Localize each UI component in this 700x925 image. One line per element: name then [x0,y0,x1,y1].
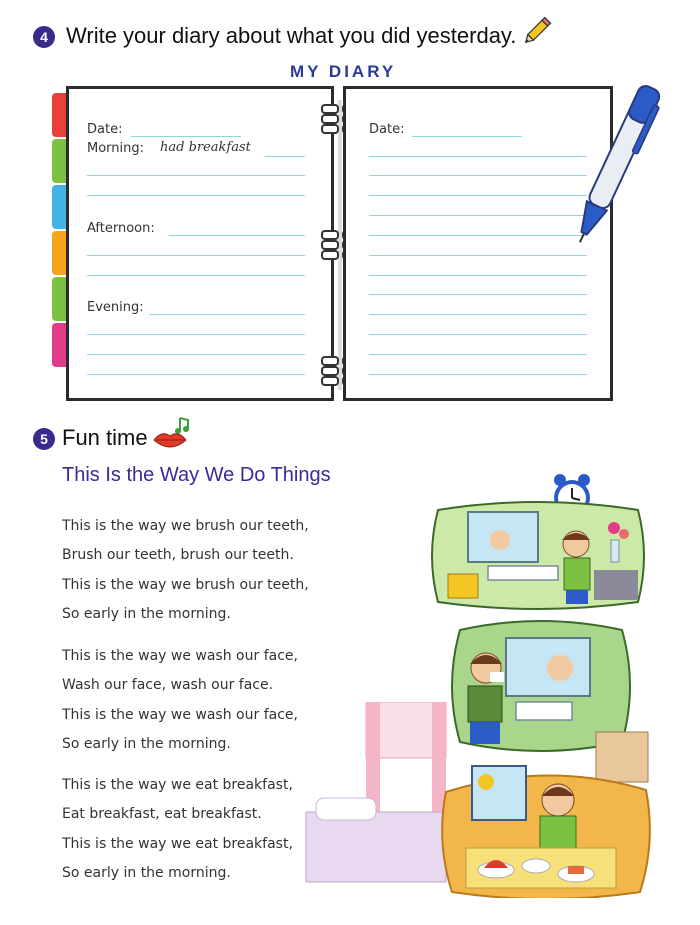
morning-label: Morning: [87,141,145,156]
section-4-instruction: Write your diary about what you did yesterday. [66,23,517,48]
diary-title: MY DIARY [290,62,397,81]
poem-line: This is the way we eat breakfast, [62,777,293,793]
afternoon-label: Afternoon: [87,221,155,236]
poem-line: Eat breakfast, eat breakfast. [62,806,262,822]
pen-icon [560,72,670,262]
poem-line: Wash our face, wash our face. [62,677,274,693]
poem-line: This is the way we brush our teeth, [62,577,309,593]
evening-label: Evening: [87,300,144,315]
poem-line: Brush our teeth, brush our teeth. [62,547,294,563]
section-5-badge: 5 [33,428,55,450]
section-4-badge: 4 [33,26,55,48]
song-title: This Is the Way We Do Things [62,464,331,486]
poem-line: This is the way we eat breakfast, [62,836,293,852]
poem-line: So early in the morning. [62,606,231,622]
right-date-label: Date: [369,122,405,137]
poem-line: This is the way we wash our face, [62,707,298,723]
poem-line: So early in the morning. [62,736,231,752]
poem-line: So early in the morning. [62,865,231,881]
poem-line: This is the way we brush our teeth, [62,518,309,534]
pencil-icon [520,14,554,48]
brushing-teeth-illustration [428,500,648,612]
diary-left-page [66,86,334,401]
bedroom-breakfast-illustration [296,702,652,898]
singing-lips-icon [150,414,194,454]
morning-entry: had breakfast [160,140,251,155]
poem-line: This is the way we wash our face, [62,648,298,664]
left-date-label: Date: [87,122,123,137]
section-5-heading: Fun time [62,425,148,450]
